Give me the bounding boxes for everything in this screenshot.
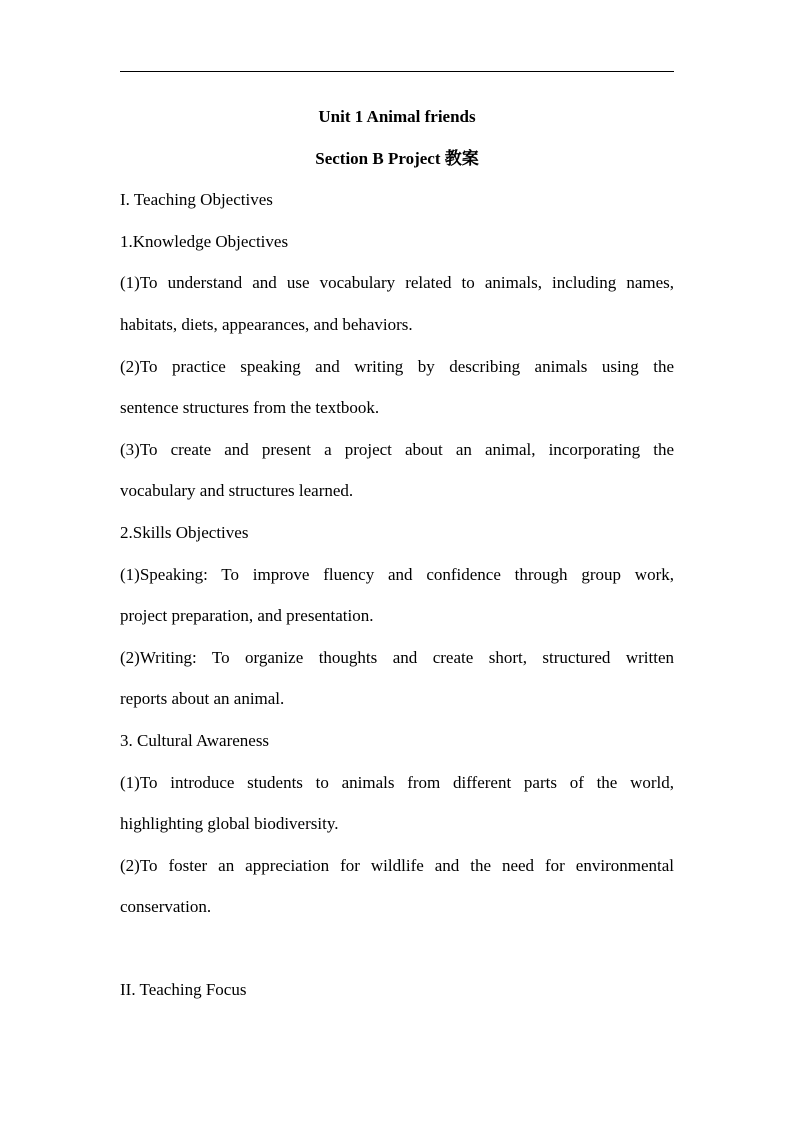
knowledge-item-3-line-2: vocabulary and structures learned. <box>120 481 354 501</box>
section-heading-focus: II. Teaching Focus <box>120 980 247 1000</box>
knowledge-item-1-line-2: habitats, diets, appearances, and behaviors. <box>120 314 413 334</box>
culture-item-2-line-1: (2)To foster an appreciation for wildlife and the need for environmental <box>120 855 674 875</box>
section-heading-objectives: I. Teaching Objectives <box>120 190 273 210</box>
knowledge-item-2-line-1: (2)To practice speaking and writing by describing animals using the <box>120 356 674 376</box>
skills-item-2-line-1: (2)Writing: To organize thoughts and create short, structured written <box>120 647 674 667</box>
document-title: Unit 1 Animal friends <box>318 107 476 126</box>
skills-item-2-line-2: reports about an animal. <box>120 689 285 709</box>
skills-item-1-line-2: project preparation, and presentation. <box>120 606 374 626</box>
subheading-skills: 2.Skills Objectives <box>120 522 249 542</box>
knowledge-item-1-line-1: (1)To understand and use vocabulary related to animals, including names, <box>120 273 674 293</box>
document-subtitle: Section B Project 教案 <box>315 148 479 168</box>
knowledge-item-2-line-2: sentence structures from the textbook. <box>120 398 380 418</box>
header-rule <box>120 71 674 72</box>
skills-item-1-line-1: (1)Speaking: To improve fluency and confidence through group work, <box>120 564 674 584</box>
culture-item-2-line-2: conservation. <box>120 897 212 917</box>
subheading-knowledge: 1.Knowledge Objectives <box>120 231 289 251</box>
knowledge-item-3-line-1: (3)To create and present a project about an animal, incorporating the <box>120 439 674 459</box>
culture-item-1-line-2: highlighting global biodiversity. <box>120 814 339 834</box>
subheading-culture: 3. Cultural Awareness <box>120 730 270 750</box>
culture-item-1-line-1: (1)To introduce students to animals from different parts of the world, <box>120 772 674 792</box>
document-body <box>120 96 674 1011</box>
blank-line <box>120 928 674 970</box>
